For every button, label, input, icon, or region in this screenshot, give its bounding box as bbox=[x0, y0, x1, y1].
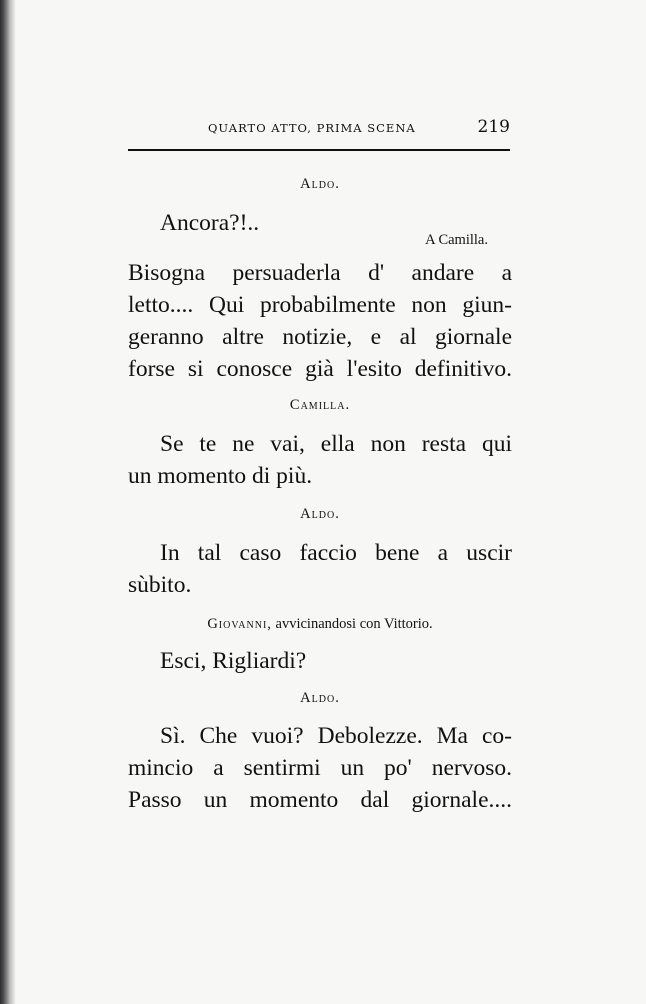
paragraph-aldo-1 bbox=[128, 257, 512, 385]
text-line: In tal caso faccio bene a uscir bbox=[160, 540, 512, 566]
speaker-camilla: Camilla. bbox=[289, 397, 351, 413]
text-line: mincio a sentirmi un po' nervoso. bbox=[128, 755, 512, 781]
text-line: Se te ne vai, ella non resta qui bbox=[160, 431, 512, 457]
text-line: un momento di più. bbox=[128, 463, 313, 489]
speaker-giovanni bbox=[128, 616, 512, 633]
text-line: Bisogna persuaderla d' andare a bbox=[128, 260, 512, 286]
text-line: Sì. Che vuoi? Debolezze. Ma co- bbox=[160, 723, 512, 749]
text-line: forse si conosce già l'esito definitivo. bbox=[128, 356, 512, 382]
stage-direction: avvicinandosi con Vittorio. bbox=[275, 616, 433, 632]
paragraph-aldo-3 bbox=[128, 720, 512, 816]
speaker-aldo: Aldo. bbox=[300, 176, 340, 192]
binding-edge bbox=[0, 0, 16, 1004]
line-ancora: Ancora?!.. bbox=[160, 210, 260, 236]
page-number: 219 bbox=[477, 117, 510, 137]
text-line: letto.... Qui probabilmente non giun- bbox=[128, 292, 512, 318]
stage-direction-a-camilla: A Camilla. bbox=[425, 232, 488, 248]
running-title: QUARTO ATTO, PRIMA SCENA bbox=[208, 121, 416, 135]
paragraph-aldo-2 bbox=[128, 537, 512, 601]
text-line: sùbito. bbox=[128, 572, 192, 598]
page-header bbox=[128, 117, 510, 141]
speaker-aldo: Aldo. bbox=[300, 506, 340, 522]
line-esci-rigliardi: Esci, Rigliardi? bbox=[160, 648, 307, 674]
speaker-name: Giovanni, bbox=[207, 616, 272, 632]
text-line: geranno altre notizie, e al giornale bbox=[128, 324, 512, 350]
paragraph-camilla bbox=[128, 428, 512, 492]
header-rule bbox=[128, 149, 510, 151]
speaker-aldo: Aldo. bbox=[300, 690, 340, 706]
text-line: Passo un momento dal giornale.... bbox=[128, 787, 512, 813]
